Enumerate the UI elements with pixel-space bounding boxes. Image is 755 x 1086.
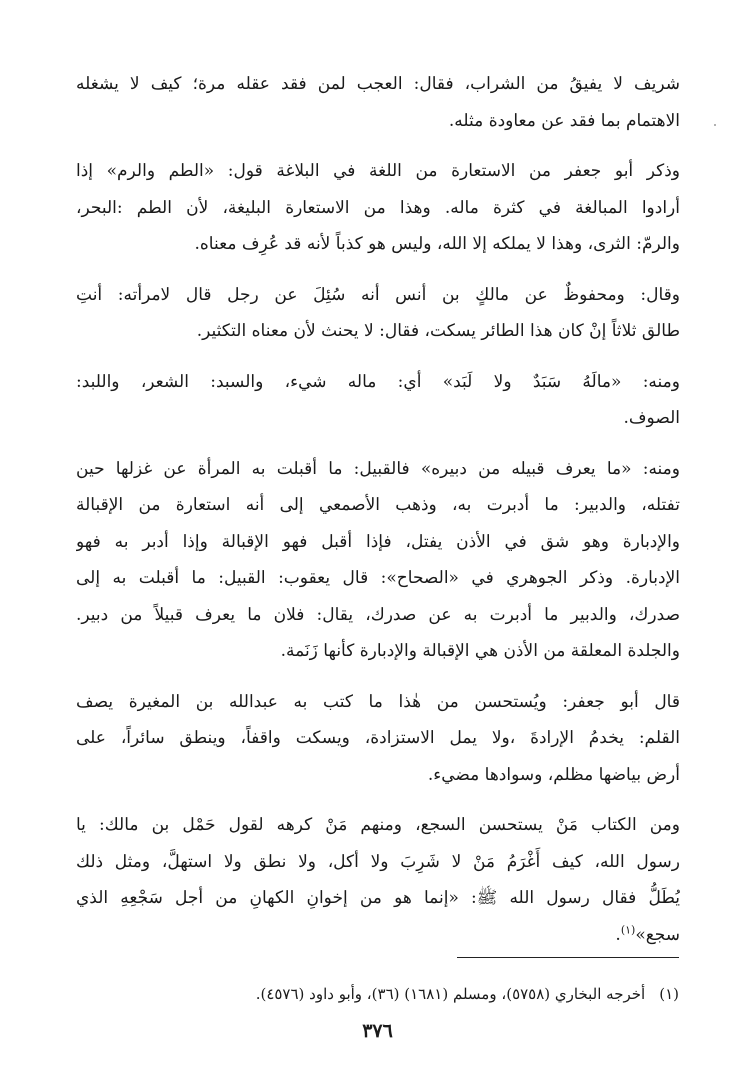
text-line: والإدبارة وهو شق في الأذن يفتل، فإذا أقبل فهو الإقبالة وإذا أدبر به فهو — [76, 531, 680, 552]
page-body — [76, 66, 680, 967]
paragraph — [76, 451, 680, 670]
footnote-separator — [457, 957, 679, 958]
text-line: ومن الكتاب مَنْ يستحسن السجع، ومنهم مَنْ كرهه لقول حَمْل بن مالك: يا — [76, 815, 680, 835]
text-line: والجلدة المعلقة من الأذن هي الإقبالة والإدبارة كأنها زَنَمة. — [280, 641, 680, 661]
paragraph — [76, 807, 680, 953]
text-line: الإدبارة. وذكر الجوهري في «الصحاح»: قال يعقوب: القبيل: ما أقبلت به إلى — [76, 568, 680, 588]
paragraph — [76, 277, 680, 350]
text-line: القلم: يخدمُ الإرادةَ ،ولا يمل الاستزادة، ويسكت واقفاً، وينطق سائراً، على — [76, 728, 680, 748]
paragraph — [76, 66, 680, 139]
paragraph — [76, 364, 680, 437]
footnote-reference[interactable]: (١) — [620, 924, 636, 936]
text-line: صدرك، والدبير ما أدبرت به عن صدرك، يقال: فلان ما يعرف قبيلاً من دبير. — [76, 604, 680, 625]
footnote — [75, 980, 679, 1008]
footnote-text: أخرجه البخاري (٥٧٥٨)، ومسلم (١٦٨١) (٣٦)، وأبو داود (٤٥٧٦). — [255, 985, 646, 1003]
text-line: أرض بياضها مظلم، وسوادها مضيء. — [427, 764, 680, 785]
page-number: ٣٧٦ — [362, 1020, 393, 1042]
text-line: وقال: ومحفوظٌ عن مالكٍ بن أنس أنه سُئِلَ عن رجل قال لامرأته: أنتِ — [76, 284, 680, 305]
text-line: أرادوا المبالغة في كثرة ماله. وهذا من الاستعارة البليغة، لأن الطم :البحر، — [76, 197, 680, 218]
footnote-number: (١) — [659, 985, 679, 1003]
text-line: ومنه: «ما يعرف قبيله من دبيره» فالقبيل: ما أقبلت به المرأة عن غزلها حين — [76, 458, 680, 479]
text-line: رسول الله، كيف أَغْرَمُ مَنْ لا شَرِبَ ولا أكل، ولا نطق ولا استهلَّ، ومثل ذلك — [76, 851, 680, 872]
text-line: سجع»$^{(١)}$. — [615, 924, 680, 945]
text-line: يُطَلُّ فقال رسول الله ﷺ: «إنما هو من إخوانِ الكهانِ من أجل سَجْعِهِ الذي — [76, 888, 680, 908]
margin-mark — [714, 124, 716, 126]
paragraph — [76, 684, 680, 794]
text-line: شريف لا يفيقُ من الشراب، فقال: العجب لمن فقد عقله مرة؛ كيف لا يشغله — [76, 74, 680, 94]
text-line: والرمّ: الثرى، وهذا لا يملكه إلا الله، وليس هو كذباً لأنه قد عُرِف معناه. — [194, 234, 680, 254]
text-line: قال أبو جعفر: ويُستحسن من هٰذا ما كتب به عبدالله بن المغيرة يصف — [76, 691, 680, 712]
text-line: طالق ثلاثاً إنْ كان هذا الطائر يسكت، فقال: لا يحنث لأن معناه التكثير. — [196, 321, 680, 341]
text-line: ومنه: «مالَهُ سَبَدٌ ولا لَبَد» أي: ماله شيء، والسبد: الشعر، واللبد: — [76, 371, 680, 392]
text-line: وذكر أبو جعفر من الاستعارة من اللغة في البلاغة قول: «الطم والرم» إذا — [76, 161, 680, 181]
text-line: تفتله، والدبير: ما أدبرت به، وذهب الأصمعي إلى أنه استعارة من الإقبالة — [76, 495, 680, 515]
text-line: الصوف. — [623, 408, 680, 428]
paragraph — [76, 153, 680, 263]
text-line: الاهتمام بما فقد عن معاودة مثله. — [448, 110, 680, 131]
